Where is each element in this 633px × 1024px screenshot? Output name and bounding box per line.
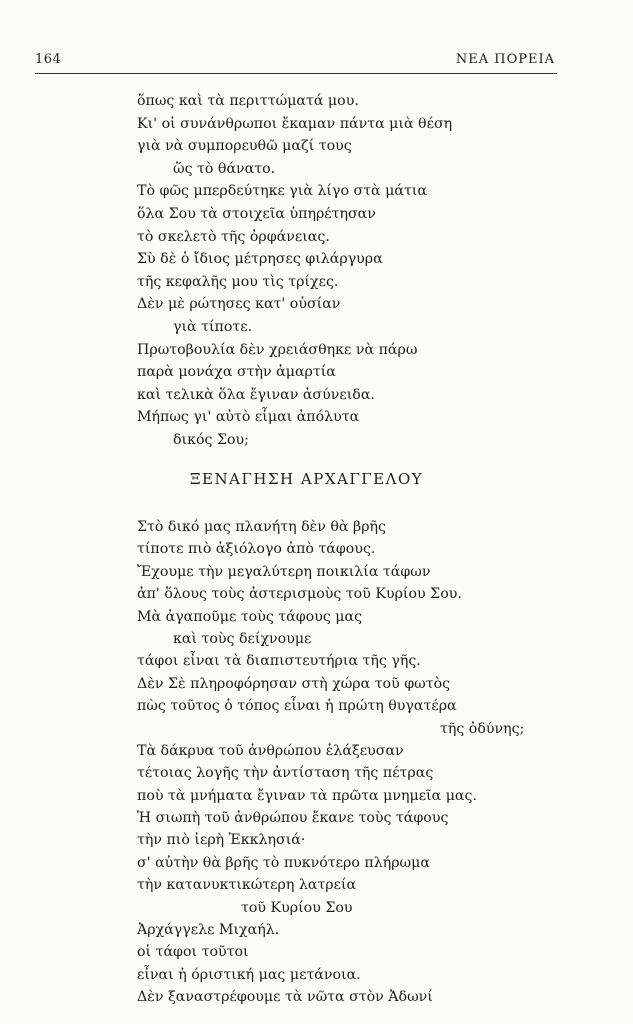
verse-line: Μήπως γι' αὐτὸ εἶμαι ἀπόλυτα	[137, 409, 360, 426]
verse-line: καὶ τοὺς δείχνουμε	[173, 630, 312, 647]
poem-body	[137, 516, 524, 1009]
verse-line: καὶ τελικὰ ὅλα ἔγιναν ἀσύνειδα.	[137, 386, 375, 403]
verse-line: τέτοιας λογῆς τὴν ἀντίσταση τῆς πέτρας	[137, 765, 434, 782]
verse-line: τάφοι εἶναι τὰ διαπιστευτήρια τῆς γῆς.	[137, 653, 421, 670]
verse-line: πὼς τοῦτος ὁ τόπος εἶναι ἡ πρώτη θυγατέρα	[137, 698, 457, 715]
verse-line: Ἔχουμε τὴν μεγαλύτερη ποικιλία τάφων	[137, 563, 431, 580]
verse-line: Στὸ δικό μας πλανήτη δὲν θὰ βρῆς	[137, 519, 387, 535]
verse-line: τίποτε πιὸ ἀξιόλογο ἀπὸ τάφους.	[137, 541, 376, 558]
verse-line: γιὰ νὰ συμπορευθῶ μαζί τους	[137, 138, 352, 155]
verse-line: Σὺ δὲ ὁ ἴδιος μέτρησες φιλάργυρα	[137, 251, 383, 268]
poem-title: ΞΕΝΑΓΗΣΗ ΑΡΧΑΓΓΕΛΟΥ	[190, 470, 424, 488]
verse-line: ὅλα Σου τὰ στοιχεῖα ὑπηρέτησαν	[137, 205, 376, 222]
verse-line: Τὰ δάκρυα τοῦ ἀνθρώπου ἐλάξευσαν	[137, 742, 404, 759]
verse-line: Ἀρχάγγελε Μιχαήλ.	[137, 922, 280, 939]
verse-line: γιὰ τίποτε.	[173, 318, 253, 335]
verse-line: τὸ σκελετὸ τῆς ὀρφάνειας.	[137, 228, 330, 245]
verse-line: τῆς ὀδύνης;	[440, 720, 525, 737]
verse-line: εἶναι ἡ όριστική μας μετάνοια.	[137, 966, 361, 983]
verse-line: Ἡ σιωπὴ τοῦ ἀνθρώπου ἔκανε τοὺς τάφους	[137, 810, 449, 827]
verse-line: τῆς κεφαλῆς μου τὶς τρίχες.	[137, 273, 339, 290]
verse-line: Δὲν μὲ ρώτησες κατ' οὐσίαν	[137, 296, 341, 313]
verse-line: Δὲν Σὲ πληροφόρησαν στὴ χώρα τοῦ φωτὸς	[137, 675, 451, 692]
verse-line: Πρωτοβουλία δὲν χρειάσθηκε νὰ πάρω	[137, 341, 418, 358]
verse-line: Μὰ ἀγαποῦμε τοὺς τάφους μας	[137, 608, 363, 625]
verse-line: ὅπως καὶ τὰ περιττώματά μου.	[137, 93, 359, 109]
verse-line: ποὺ τὰ μνήματα ἔγιναν τὰ πρῶτα μνημεῖα μας.	[137, 787, 477, 804]
verse-line: σ' αὐτὴν θὰ βρῆς τὸ πυκνότερο πλήρωμα	[137, 854, 430, 871]
verse-line: οἱ τάφοι τοῦτοι	[137, 944, 249, 961]
verse-line: ἀπ' ὅλους τοὺς ἀστερισμοὺς τοῦ Κυρίου Σου.	[137, 586, 462, 603]
verse-line: Κι' οἱ συνάνθρωποι ἔκαμαν πάντα μιὰ θέση	[137, 115, 453, 132]
poem-continuation	[137, 90, 452, 452]
verse-line: δικός Σου;	[173, 431, 249, 448]
header-rule	[35, 73, 557, 74]
verse-line: ὥς τὸ θάνατο.	[173, 160, 276, 177]
page-number: 164	[35, 52, 62, 67]
verse-line: τοῦ Κυρίου Σου	[241, 899, 353, 916]
verse-line: τὴν πιὸ ἱερὴ Ἐκκλησιά·	[137, 832, 306, 849]
verse-line: τὴν κατανυκτικώτερη λατρεία	[137, 877, 357, 894]
verse-line: Δὲν ξαναστρέφουμε τὰ νῶτα στὸν Ἀδωνί	[137, 989, 433, 1006]
verse-line: Τὸ φῶς μπερδεύτηκε γιὰ λίγο στὰ μάτια	[137, 183, 427, 200]
verse-line: παρὰ μονάχα στὴν ἁμαρτία	[137, 364, 336, 381]
running-title: ΝΕΑ ΠΟΡΕΙΑ	[455, 52, 555, 67]
